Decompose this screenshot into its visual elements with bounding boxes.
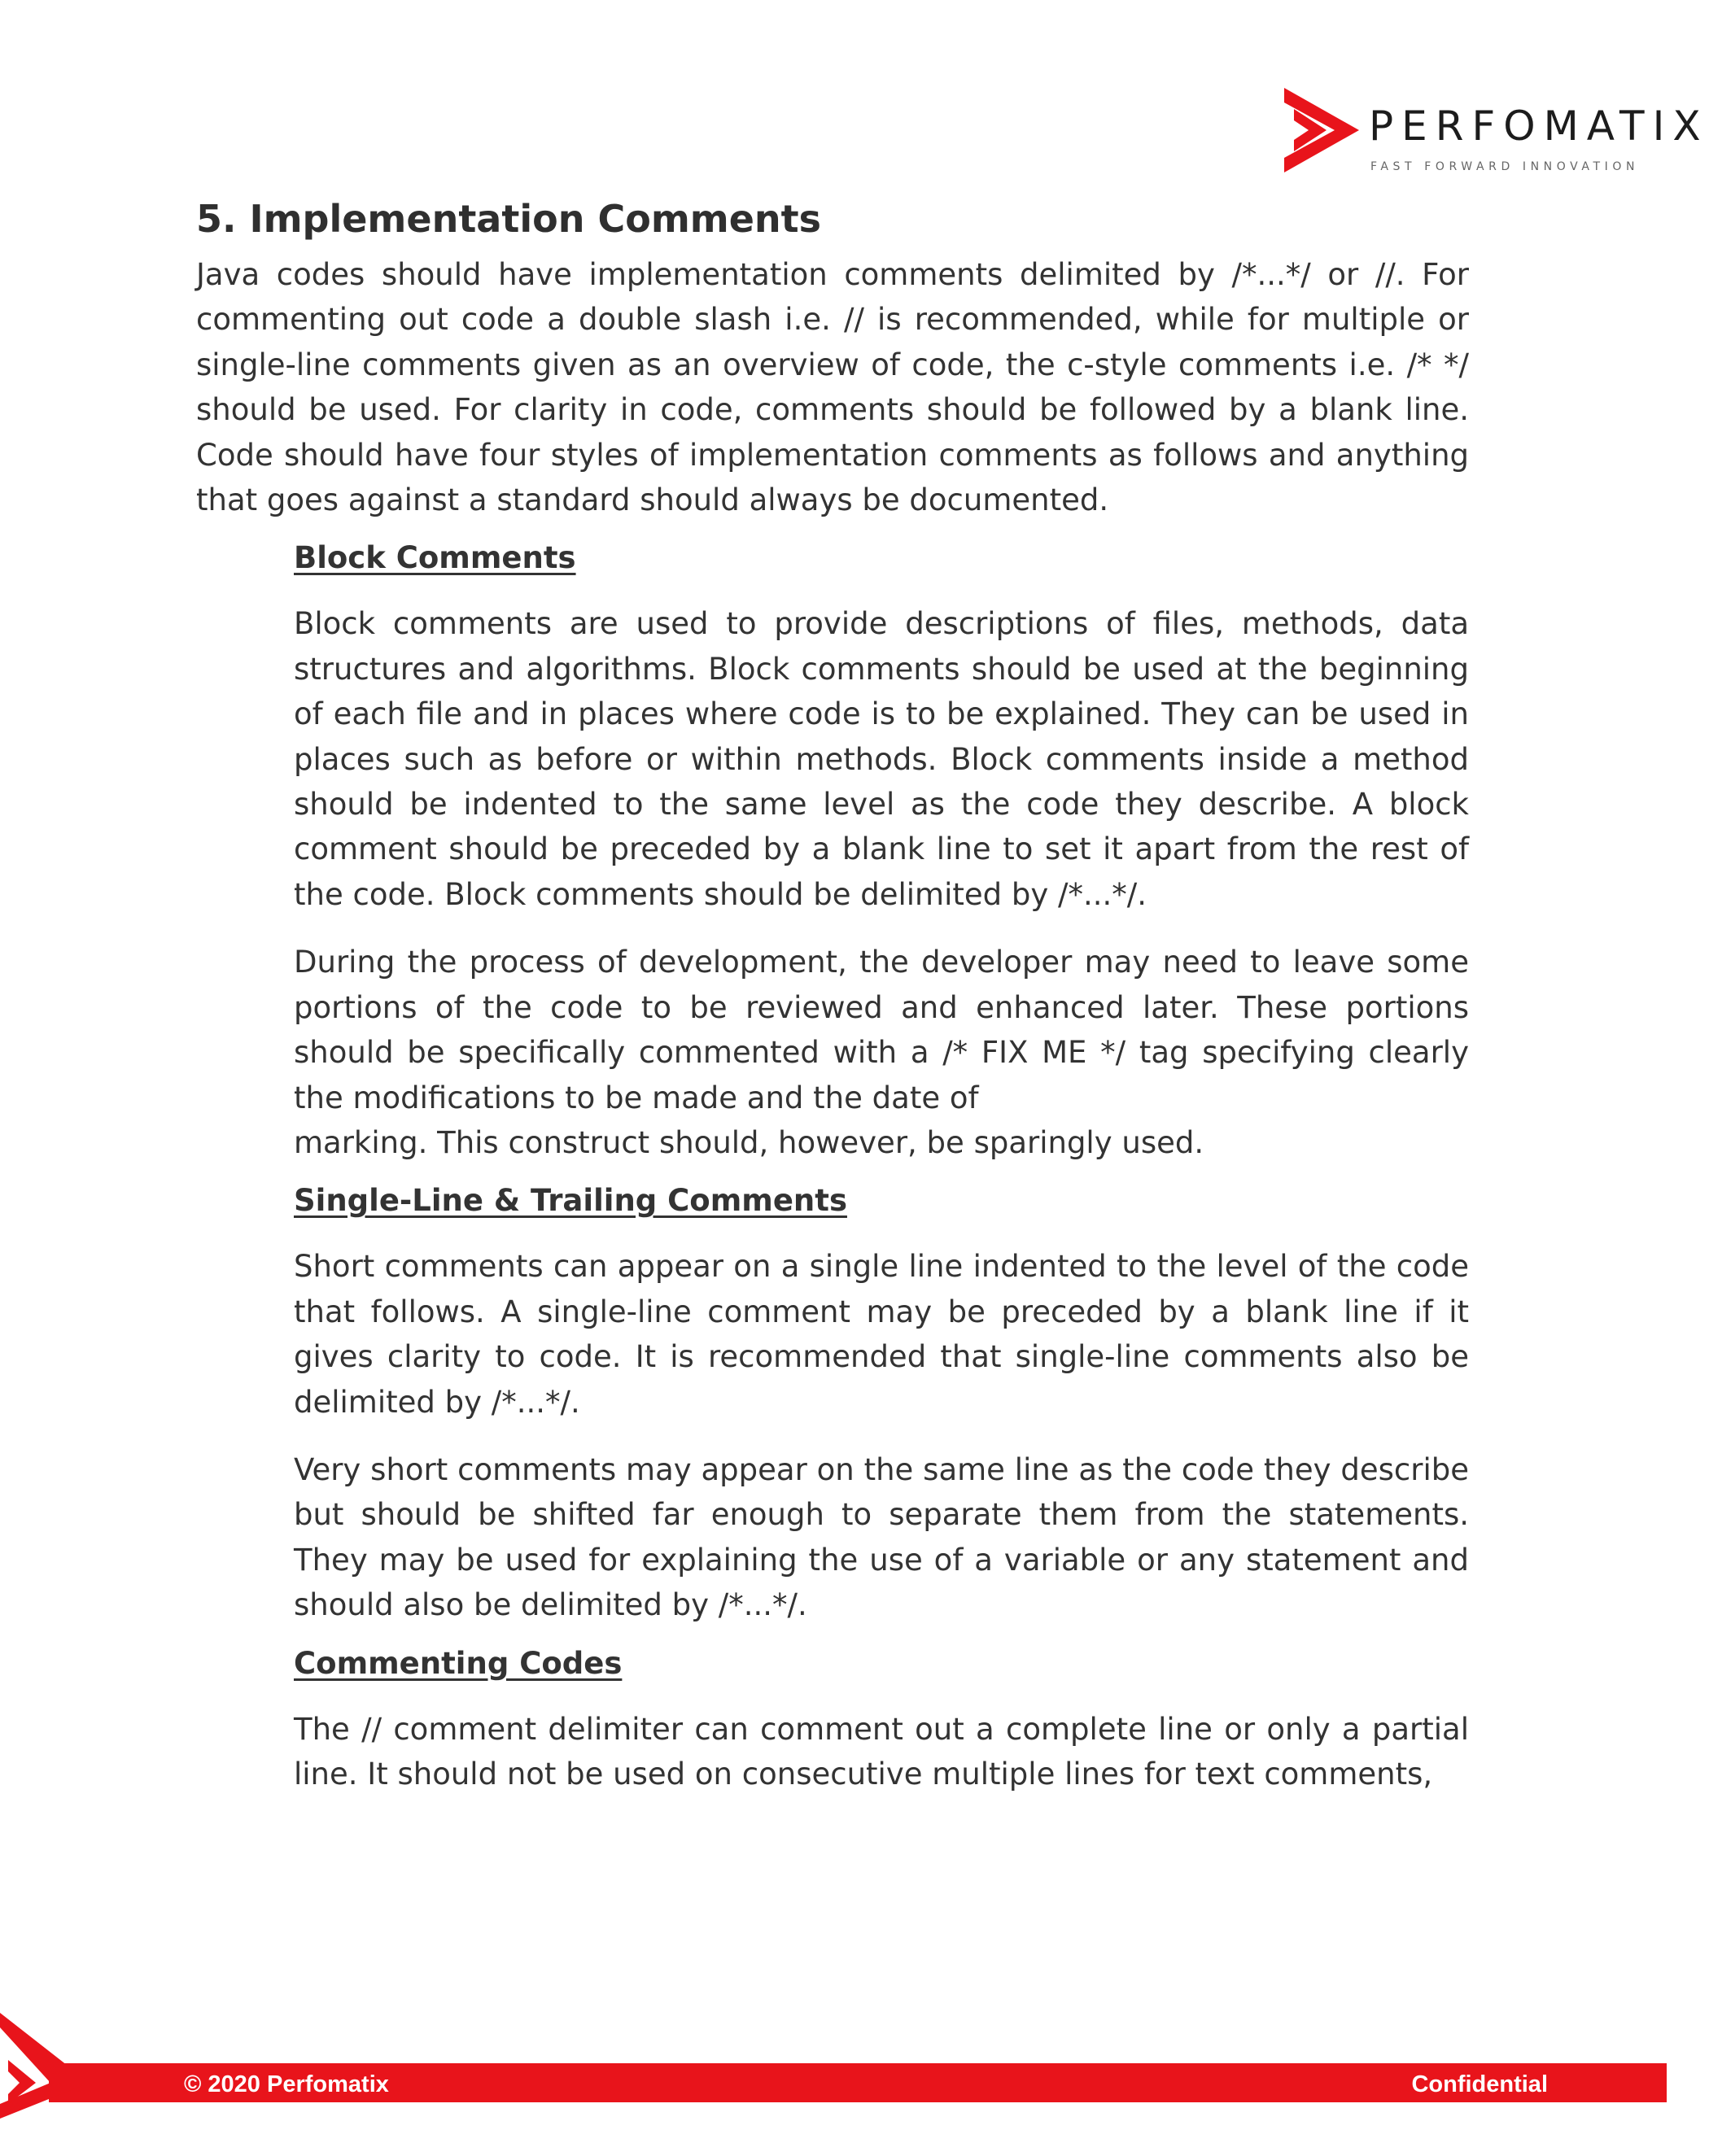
footer-copyright: © 2020 Perfomatix [184,2071,389,2097]
brand-name: PERFOMATIX [1369,103,1709,150]
section-intro: Java codes should have implementation comments delimited by /*...*/ or //. For commenting out code a double slash i.e. // is recommended, while for multiple or single-line comments given as an overview of code, the c-style comments i.e. /* */ should be used. For clarity in code, comments should be followed by a blank line. Code should have four styles of implementation comments as follows and anything that goes against a standard should always be documented. [196,257,1469,518]
block-comments-heading: Block Comments [294,540,576,576]
footer-arrow-icon [0,2013,90,2119]
brand-tagline: FAST FORWARD INNOVATION [1370,160,1640,173]
document-body [196,194,1469,1796]
single-line-paragraph-2: Very short comments may appear on the same line as the code they describe but should be shifted far enough to separate them from the statements. They may be used for explaining the use of a variable or any statement and should also be delimited by /*...*/. [294,1451,1469,1623]
footer-confidential: Confidential [1411,2071,1548,2097]
page-footer [0,2013,1667,2127]
commenting-codes-paragraph-1: The // comment delimiter can comment out a complete line or only a partial line. It should not be used on consecutive multiple lines for text comments, [294,1711,1469,1792]
commenting-codes-section [294,1641,1469,1797]
block-comments-paragraph-2-line-1: During the process of development, the developer may need to leave some portions of the code to be reviewed and enhanced later. These portions should be specifically commented with a /* FIX ME */ tag specifying clearly the modifications to be made and the date of [294,945,1469,1115]
section-title: 5. Implementation Comments [196,197,822,241]
block-comments-paragraph-2 [294,940,1469,1165]
single-line-paragraph-1: Short comments can appear on a single line indented to the level of the code that follows. A single-line comment may be preceded by a blank line if it gives clarity to code. It is recommended that single-line comments also be delimited by /*...*/. [294,1249,1469,1420]
company-logo [1284,88,1709,177]
single-line-section [294,1178,1469,1627]
block-comments-paragraph-2-line-2: marking. This construct should, however, be sparingly used. [294,1124,1204,1160]
block-comments-paragraph-1: Block comments are used to provide descriptions of files, methods, data structures and algorithms. Block comments should be used at the beginning of each file and in places where code is to be explained. They can be used in places such as before or within methods. Block comments inside a method should be indented to the same level as the code they describe. A block comment should be preceded by a blank line to set it apart from the rest of the code. Block comments should be delimited by /*...*/. [294,606,1469,912]
perfomatix-logo-icon [1284,88,1359,172]
single-line-heading: Single-Line & Trailing Comments [294,1183,847,1219]
commenting-codes-heading: Commenting Codes [294,1645,623,1681]
block-comments-section [294,535,1469,1165]
